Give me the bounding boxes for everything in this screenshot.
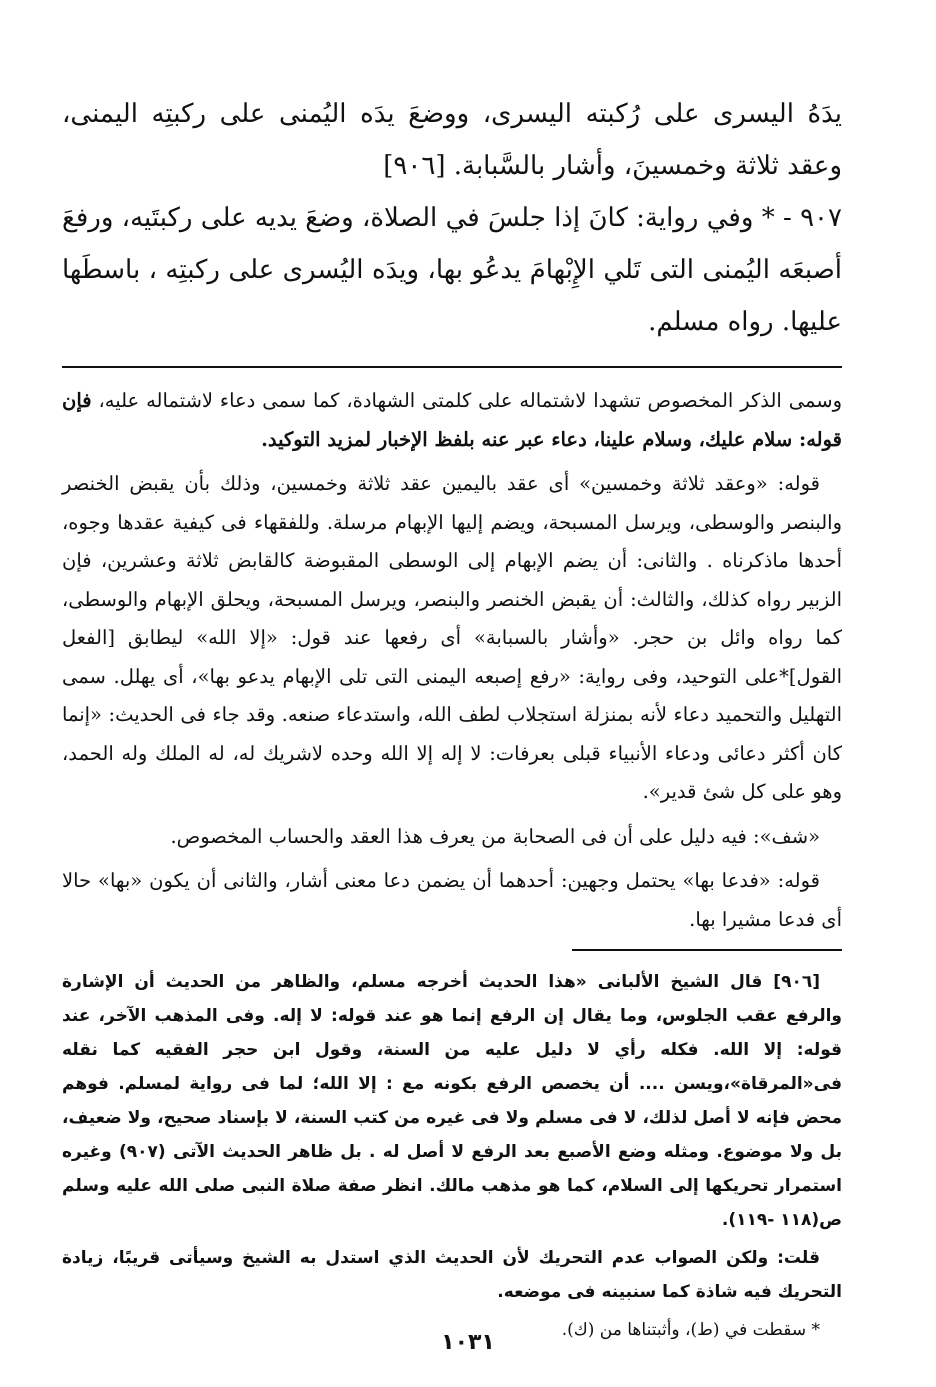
- footnote-divider: [572, 949, 842, 951]
- commentary-paragraph-4: قوله: «فدعا بها» يحتمل وجهين: أحدهما أن يضمن دعا معنى أشار، والثانى أن يكون «بها» حالا أى فدعا مشيرا بها.: [62, 869, 842, 931]
- footnote-906: [٩٠٦] قال الشيخ الألبانى «هذا الحديث أخرجه مسلم، والظاهر من الحديث أن الإشارة والرفع عقب الجلوس، وما يقال إن الرفع إنما هو عند قوله: لا إله. وفى المذهب الآخر، عند قوله: إلا الله. فكله رأي لا دليل عليه من السنة، وقول ابن حجر الفقيه كما نقله فى«المرقاة»،ويسن .... أن يخصص الرفع بكونه مع : إلا الله؛ لما فى رواية لمسلم. فوهم محض فإنه لا أصل لذلك، لا فى مسلم ولا فى غيره من كتب السنة، لا بإسناد صحيح، ولا ضعيف، بل ولا موضوع. ومثله وضع الأصبع بعد الرفع لا أصل له . بل ظاهر الحديث الآتى (٩٠٧) وغيره استمرار تحريكها إلى السلام، كما هو مذهب مالك. انظر صفة صلاة النبى صلى الله عليه وسلم ص(١١٨ -١١٩).: [62, 972, 842, 1230]
- page-number: ١٠٣١: [441, 1330, 495, 1355]
- commentary-paragraph-3: «شف»: فيه دليل على أن فى الصحابة من يعرف هذا العقد والحساب المخصوص.: [170, 824, 820, 848]
- hadith-paragraph-907: ٩٠٧ - * وفي رواية: كانَ إذا جلسَ في الصلاة، وضعَ يديه على ركبتَيه، ورفعَ أصبعَه اليُمنى التى تَلي الإِبْهامَ يدعُو بها، ويدَه اليُسرى على ركبتِه ، باسطَها عليها. رواه مسلم.: [62, 203, 842, 337]
- footnotes: [62, 965, 842, 1347]
- main-divider: [62, 366, 842, 368]
- commentary-text: وسمى الذكر المخصوص تشهدا لاشتماله على كلمتى الشهادة، كما سمى دعاء لاشتماله عليه،: [91, 389, 842, 412]
- hadith-text: [62, 88, 842, 348]
- footnote-manuscript-note: * سقطت في (ط)، وأثبتناها من (ك).: [561, 1320, 820, 1340]
- footnote-editor-comment: قلت: ولكن الصواب عدم التحريك لأن الحديث الذي استدل به الشيخ وسيأتى قريبًا، زيادة التحريك فيه شاذة كما سنبينه فى موضعه.: [62, 1248, 842, 1302]
- commentary: [62, 382, 842, 939]
- hadith-paragraph-906: يدَهُ اليسرى على رُكبته اليسرى، ووضعَ يدَه اليُمنى على ركبتِه اليمنى، وعقد ثلاثة وخمسينَ، وأشار بالسَّبابة. [٩٠٦]: [62, 99, 842, 181]
- commentary-paragraph-2: قوله: «وعقد ثلاثة وخمسين» أى عقد باليمين عقد ثلاثة وخمسين، وذلك بأن يقبض الخنصر والبنصر والوسطى، ويرسل المسبحة، ويضم إليها الإبهام مرسلة. وللفقهاء فى كيفية عقدها وجوه، أحدها ماذكرناه . والثانى: أن يضم الإبهام إلى الوسطى المقبوضة كالقابض ثلاثة وعشرين، فإن الزبير رواه كذلك، والثالث: أن يقبض الخنصر والبنصر، ويرسل المسبحة، ويحلق الإبهام والوسطى، كما رواه وائل بن حجر. «وأشار بالسبابة» أى رفعها عند قول: «إلا الله» ليطابق [الفعل القول]*على التوحيد، وفى رواية: «رفع إصبعه اليمنى التى تلى الإبهام يدعو بها»، أى يهلل. سمى التهليل والتحميد دعاء لأنه بمنزلة استجلاب لطف الله، واستدعاء صنعه. وقد جاء فى الحديث: «إنما كان أكثر دعائى ودعاء الأنبياء قبلى بعرفات: لا إله إلا الله وحده لاشريك له، له الملك وله الحمد، وهو على كل شئ قدير».: [62, 472, 842, 803]
- commentary-paragraph-1: [62, 382, 842, 459]
- page-content: [62, 88, 842, 1378]
- commentary-bold-text: فإن قوله: سلام عليك، وسلام علينا، دعاء عبر عنه بلفظ الإخبار لمزيد التوكيد.: [62, 389, 842, 451]
